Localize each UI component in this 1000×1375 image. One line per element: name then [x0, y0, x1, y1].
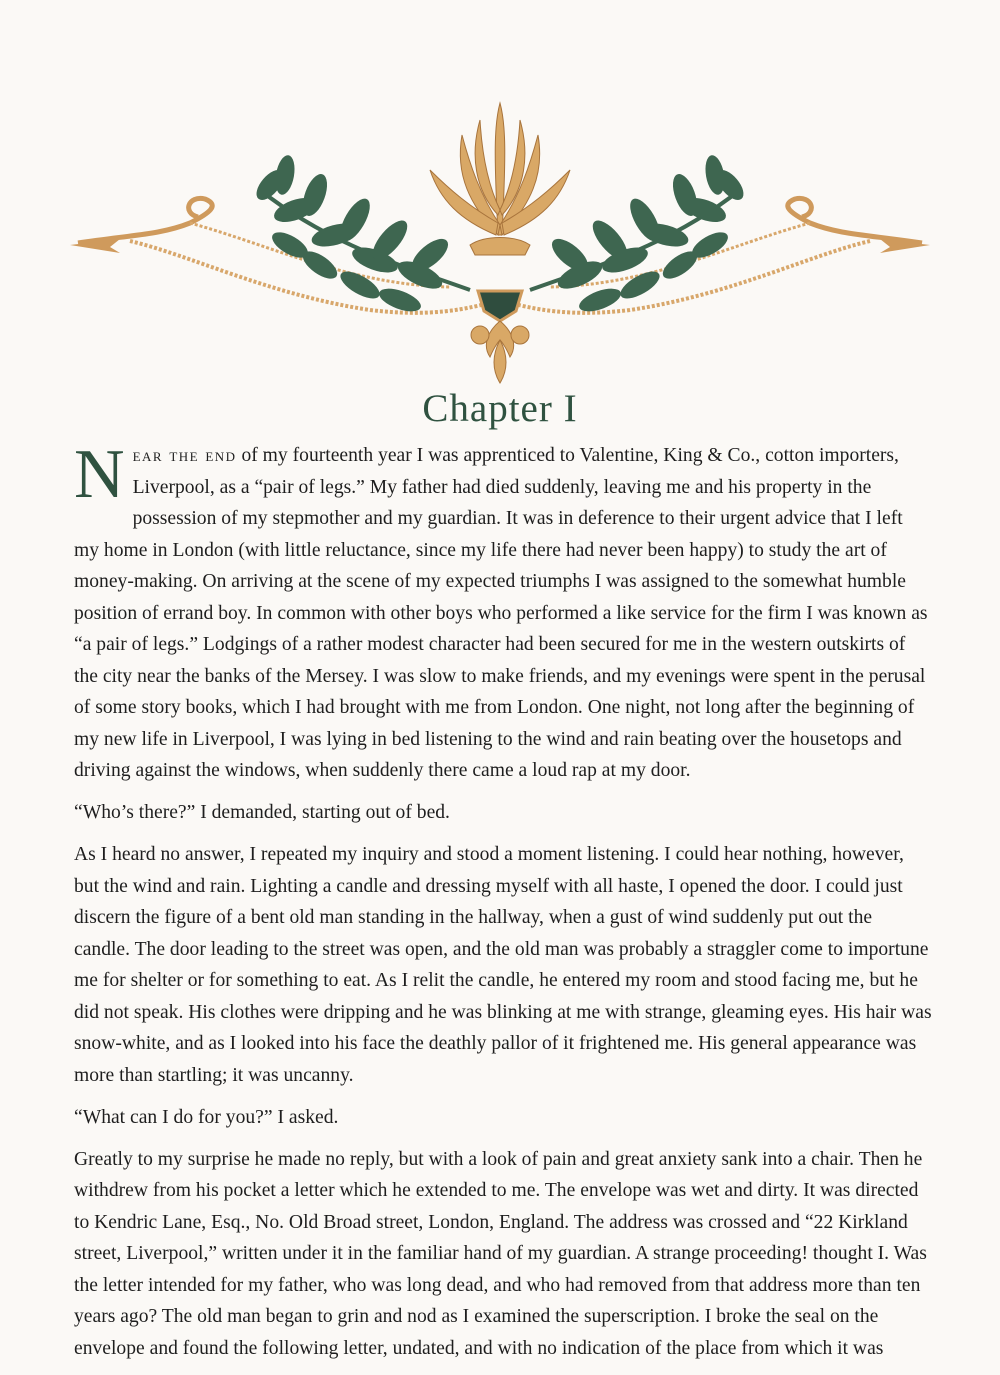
- paragraph-5: Greatly to my surprise he made no reply, but with a look of pain and great anxiety sank into a chair. Then he withdrew from his pocket a letter which he extended to me. The envelope was wet and dirty. It was directed to Kendric Lane, Esq., No. Old Broad street, London, England. The address was crossed and “22 Kirkland street, Liverpool,” written under it in the familiar hand of my guardian. A strange proceeding! thought I. Was the letter intended for my father, who was long dead, and who had removed from that address more than ten years ago? The old man began to grin and nod as I examined the superscription. I broke the seal on the envelope and found the following letter, undated, and with no indication of the place from which it was: [74, 1148, 927, 1359]
- acanthus-scroll-ornament-icon: [70, 95, 930, 390]
- opening-small-caps: ear the end: [132, 445, 237, 466]
- paragraph-2: “Who’s there?” I demanded, starting out of bed.: [74, 802, 450, 823]
- drop-cap: N: [74, 436, 125, 513]
- paragraph-3: As I heard no answer, I repeated my inquiry and stood a moment listening. I could hear nothing, however, but the wind and rain. Lighting a candle and dressing myself with all haste, I opened the door. I could just discern the figure of a bent old man standing in the hallway, when a gust of wind suddenly put out the candle. The door leading to the street was open, and the old man was probably a straggler come to importune me for shelter or for something to eat. As I relit the candle, he entered my room and stood facing me, but he did not speak. His clothes were dripping and he was blinking at me with strange, gleaming eyes. His hair was snow-white, and as I looked into his face the deathly pallor of it frightened me. His general appearance was more than startling; it was uncanny.: [74, 844, 932, 1086]
- paragraph-1: [74, 436, 932, 787]
- paragraph-4: “What can I do for you?” I asked.: [74, 1106, 339, 1128]
- paragraph-1-text: of my fourteenth year I was apprenticed to Valentine, King & Co., cotton importers, Liverpool, as a “pair of legs.” My father had died suddenly, leaving me and his property in the possession of my stepmother and my guardian. It was in deference to their urgent advice that I left my home in London (with little reluctance, since my life there had never been happy) to study the art of money-making. On arriving at the scene of my expected triumphs I was assigned to the somewhat humble position of errand boy. In common with other boys who performed a like service for the firm I was known as “a pair of legs.” Lodgings of a rather modest character had been secured for me in the western outskirts of the city near the banks of the Mersey. I was slow to make friends, and my evenings were spent in the perusal of some story books, which I had brought with me from London. One night, not long after the beginning of my new life in Liverpool, I was lying in bed listening to the wind and rain beating over the housetops and driving against the windows, when suddenly there came a loud rap at my door.: [74, 445, 928, 781]
- chapter-title: Chapter I: [422, 387, 578, 430]
- chapter-body: [74, 436, 932, 1375]
